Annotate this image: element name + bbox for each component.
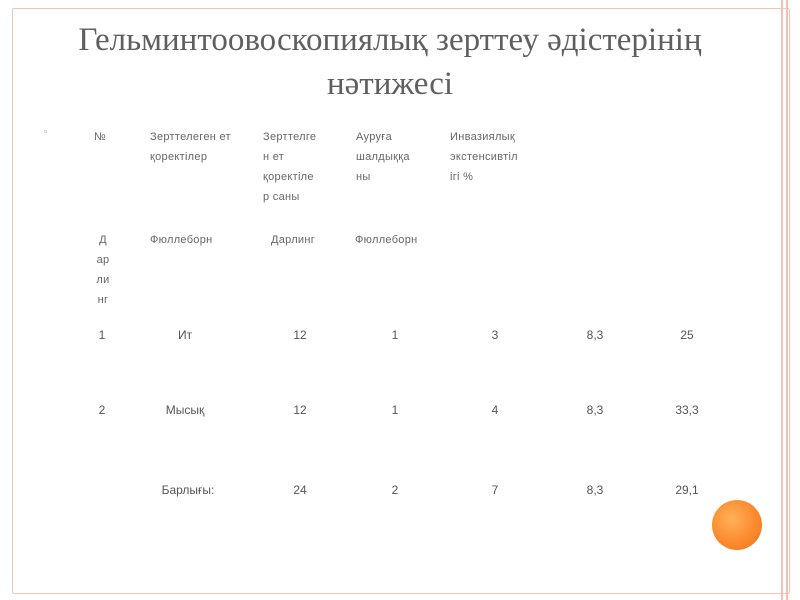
row-1-darling: 3 — [491, 328, 499, 342]
subheader-fullleborn-1: Фюллеборн — [150, 234, 213, 246]
title-line-1: Гельминтоовоскопиялық зерттеу әдістерінің — [78, 22, 702, 58]
header-extensity-line: ігі % — [450, 171, 474, 183]
header-count-line: н ет — [263, 151, 285, 163]
header-infected-line: ны — [356, 171, 371, 183]
row-2-fullleborn: 1 — [391, 403, 399, 417]
header-infected-line: Ауруға — [356, 131, 393, 143]
accent-circle — [712, 500, 762, 550]
row-2-total: 33,3 — [675, 403, 699, 417]
row-1-animal: Ит — [177, 328, 193, 342]
subheader-darling-part: ар — [96, 254, 110, 266]
total-fullleborn: 2 — [391, 483, 399, 497]
header-count-line: қоректіле — [263, 171, 314, 183]
subheader-darling-part: ли — [96, 274, 110, 286]
row-2-number: 2 — [98, 403, 106, 417]
header-animals-line: қоректілер — [150, 151, 208, 163]
total-label: Барлығы: — [161, 483, 215, 497]
header-count-line: р саны — [263, 191, 300, 203]
header-animals-line: Зерттелеген ет — [150, 131, 231, 143]
row-2-extensity: 8,3 — [586, 403, 604, 417]
total-darling: 7 — [491, 483, 499, 497]
row-1-total: 25 — [680, 328, 694, 342]
subheader-fullleborn-2: Фюллеборн — [355, 234, 418, 246]
header-extensity — [450, 127, 518, 187]
subheader-darling-vertical — [88, 230, 118, 310]
title-line-2: нәтижесі — [326, 66, 454, 102]
header-extensity-line: Инвазиялық — [450, 131, 515, 143]
header-extensity-line: экстенсивтіл — [450, 151, 518, 163]
total-count: 24 — [293, 483, 307, 497]
row-2-count: 12 — [293, 403, 307, 417]
total-extensity: 8,3 — [586, 483, 604, 497]
row-2-animal: Мысық — [165, 403, 205, 417]
row-1-fullleborn: 1 — [391, 328, 399, 342]
header-infected — [356, 127, 410, 187]
row-1-number: 1 — [98, 328, 106, 342]
subheader-darling: Дарлинг — [271, 234, 316, 246]
header-infected-line: шалдыққа — [356, 151, 410, 163]
row-1-count: 12 — [293, 328, 307, 342]
bullet-icon: ▫ — [44, 126, 48, 136]
subheader-darling-part: нг — [97, 294, 109, 306]
total-overall: 29,1 — [675, 483, 699, 497]
header-number: № — [94, 131, 107, 143]
row-1-extensity: 8,3 — [586, 328, 604, 342]
header-count — [263, 127, 316, 207]
row-2-darling: 4 — [491, 403, 499, 417]
header-count-line: Зерттелге — [263, 131, 317, 143]
header-animals — [150, 127, 231, 167]
subheader-darling-part: Д — [99, 234, 107, 246]
